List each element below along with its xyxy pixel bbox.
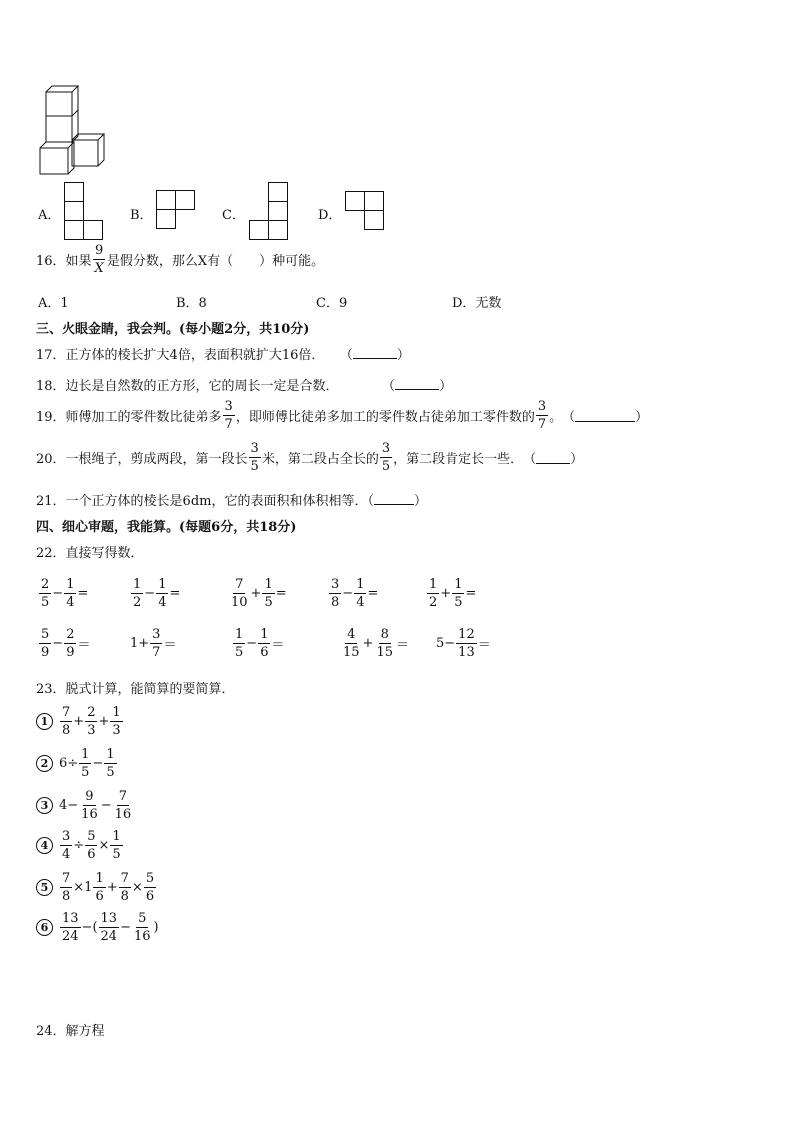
calc-item: $\frac{5}{9}$ − $\frac{2}{9}$ ＝ — [41, 627, 91, 660]
calc-item: $\frac{4}{15}$ + $\frac{8}{15}$ ＝ — [343, 627, 410, 660]
q16-option-c[interactable]: C．9 — [316, 296, 348, 311]
question-22: 22．直接写得数． — [36, 546, 144, 561]
section-3-heading: 三、火眼金睛，我会判。(每小题2分，共10分) — [36, 322, 310, 337]
answer-blank-21[interactable] — [374, 492, 414, 505]
question-18: 18．边长是自然数的正方形，它的周长一定是合数． （ ） — [36, 379, 453, 394]
step-calc-6: 6 $\frac{13}{24}$ −( $\frac{13}{24}$ − $\frac{5}{16}$ ) — [36, 912, 159, 943]
option-letter: B． — [130, 208, 153, 223]
answer-blank-19[interactable] — [575, 409, 635, 422]
question-23: 23．脱式计算，能简算的要简算． — [36, 682, 235, 697]
item-number-2: 2 — [36, 755, 53, 772]
item-number-6: 6 — [36, 919, 53, 936]
q16-option-a[interactable]: A．1 — [38, 296, 69, 311]
option-letter: D． — [318, 208, 342, 223]
question-19: 19．师傅加工的零件数比徒弟多 $\frac{3}{7}$ ，即师傅比徒弟多加工的零件数占徒弟加工零件数的 $\frac{3}{7}$ 。 （ ） — [36, 399, 649, 432]
calc-item: $\frac{1}{5}$ − $\frac{1}{6}$ ＝ — [235, 627, 285, 660]
item-number-4: 4 — [36, 837, 53, 854]
item-number-5: 5 — [36, 879, 53, 896]
step-calc-3: 3 4− $\frac{9}{16}$ − $\frac{7}{16}$ — [36, 790, 134, 821]
option-letter: C． — [222, 208, 245, 223]
fraction-3-5: $\frac{3}{5}$ — [250, 441, 259, 474]
option-letter: A． — [38, 208, 61, 223]
question-16: 16．如果 $\frac{9}{X}$ 是假分数，那么X有（ ）种可能。 — [36, 243, 325, 276]
fraction-3-7: $\frac{3}{7}$ — [537, 399, 547, 432]
calc-item: $\frac{3}{8}$ − $\frac{1}{4}$ = — [331, 577, 379, 610]
fraction-9-over-x: $\frac{9}{X}$ — [94, 243, 104, 276]
calc-item: 1+ $\frac{3}{7}$ ＝ — [130, 627, 177, 660]
fraction-3-5: $\frac{3}{5}$ — [381, 441, 391, 474]
calc-item: $\frac{1}{2}$ − $\frac{1}{4}$ = — [133, 577, 181, 610]
calc-item: $\frac{2}{5}$ − $\frac{1}{4}$ = — [41, 577, 89, 610]
answer-blank-18[interactable] — [395, 377, 439, 390]
fraction-3-7: $\frac{3}{7}$ — [224, 399, 233, 432]
question-24: 24．解方程 — [36, 1024, 105, 1039]
item-number-1: 1 — [36, 713, 53, 730]
question-21: 21．一个正方体的棱长是6dm，它的表面积和体积相等．（ ） — [36, 494, 427, 509]
question-17: 17．正方体的棱长扩大4倍，表面积就扩大16倍． （ ） — [36, 348, 410, 363]
calc-item: $\frac{1}{2}$ + $\frac{1}{5}$ = — [429, 577, 477, 610]
step-calc-1: 1 $\frac{7}{8}$ + $\frac{2}{3}$ + $\frac{1}{3}$ — [36, 706, 124, 737]
item-number-3: 3 — [36, 797, 53, 814]
calc-item: 5− $\frac{12}{13}$ ＝ — [436, 627, 491, 660]
step-calc-2: 2 6÷ $\frac{1}{5}$ − $\frac{1}{5}$ — [36, 748, 118, 779]
q16-option-b[interactable]: B．8 — [176, 296, 207, 311]
question-20: 20．一根绳子，剪成两段，第一段长 $\frac{3}{5}$ 米，第二段占全长的 $\frac{3}{5}$ ，第二段肯定长一些． （ ） — [36, 441, 584, 474]
step-calc-5: 5 $\frac{7}{8}$ ×1 $\frac{1}{6}$ + $\frac{7}{8}$ × $\frac{5}{6}$ — [36, 872, 157, 903]
step-calc-4: 4 $\frac{3}{4}$ ÷ $\frac{5}{6}$ × $\frac{1}{5}$ — [36, 830, 124, 861]
cube-stack-figure — [38, 84, 110, 176]
q16-option-d[interactable]: D．无数 — [452, 296, 502, 311]
answer-blank-20[interactable] — [536, 451, 570, 464]
calc-item: $\frac{7}{10}$ + $\frac{1}{5}$ = — [231, 577, 287, 610]
answer-blank-17[interactable] — [353, 346, 397, 359]
section-4-heading: 四、细心审题，我能算。(每题6分，共18分) — [36, 520, 297, 535]
